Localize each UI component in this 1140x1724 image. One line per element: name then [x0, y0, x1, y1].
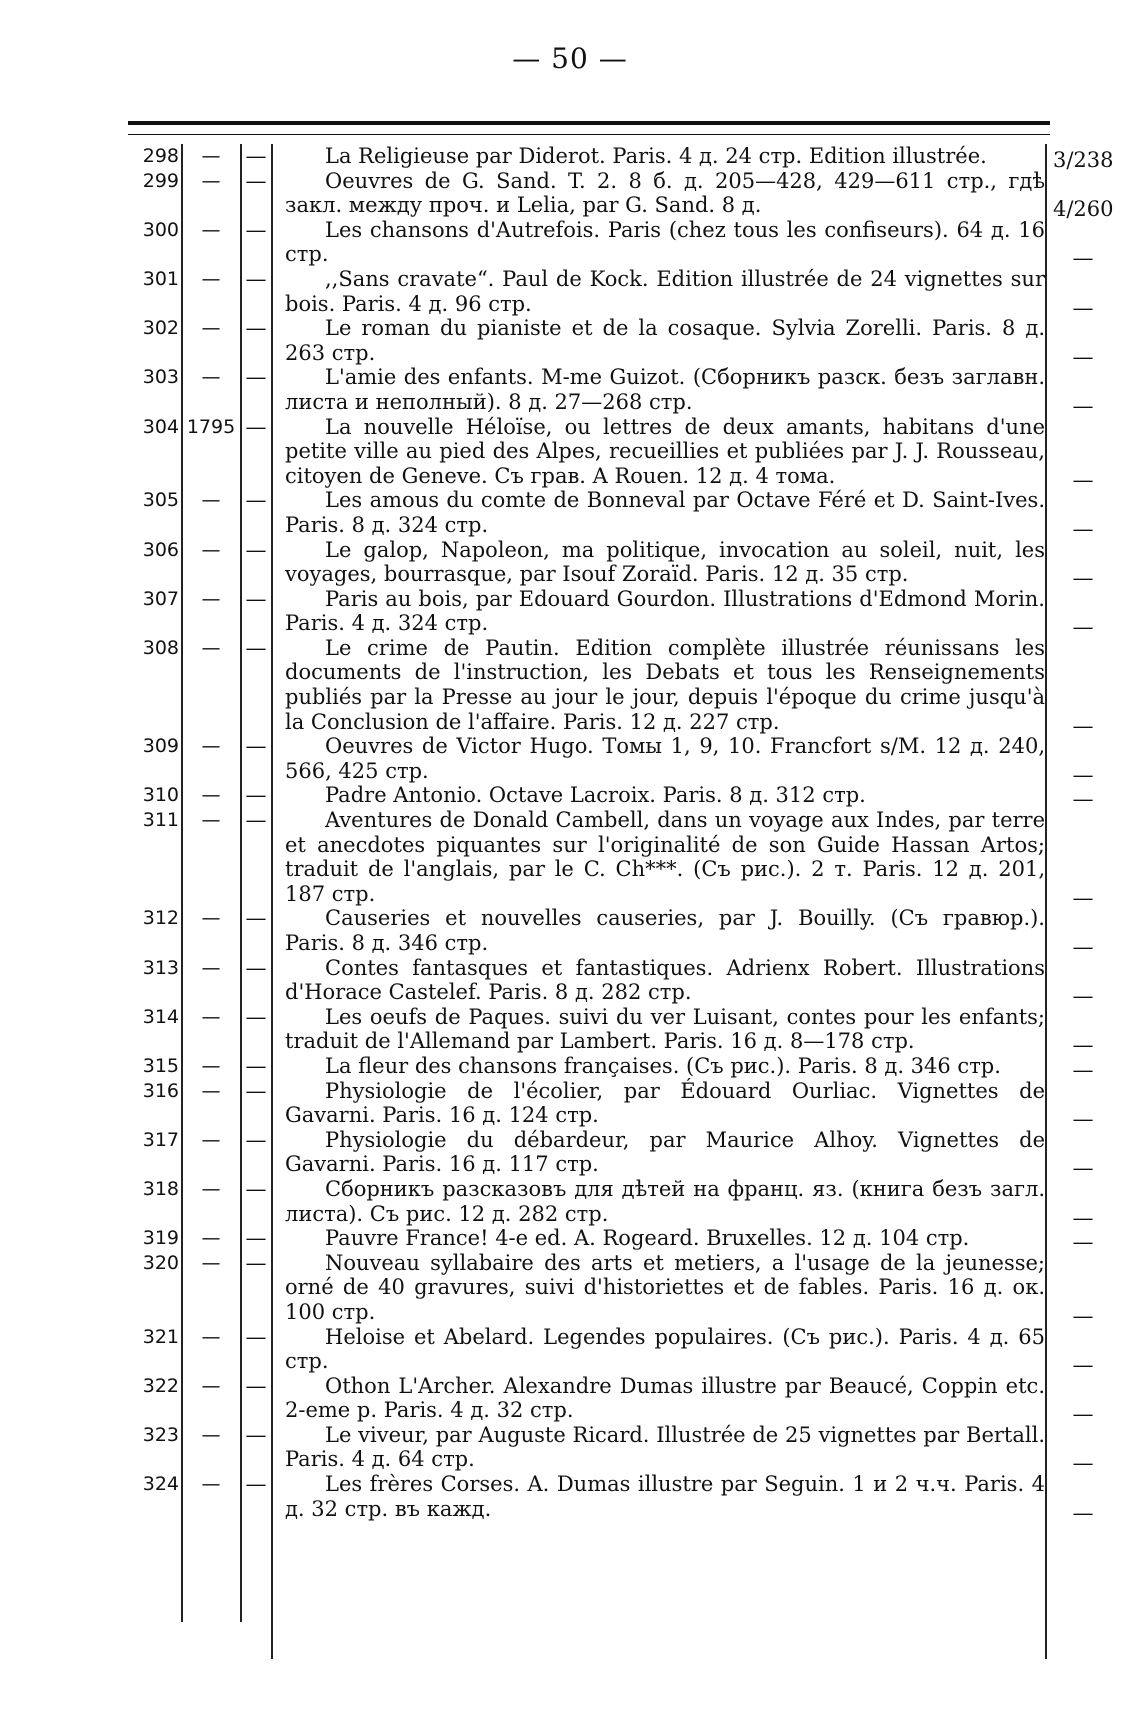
entry-number: 303 — [142, 366, 179, 389]
catalog-entry — [128, 1373, 1118, 1427]
entry-description: Heloise et Abelard. Legendes populaires. (Съ рис.). Paris. 4 д. 65 стр. — [285, 1324, 1045, 1374]
entry-reference: — — [201, 366, 221, 389]
entry-right-value: 3/238 — [1053, 148, 1114, 172]
entry-reference: — — [201, 1177, 221, 1200]
entry-right-value: — — [1072, 467, 1094, 492]
entry-description: Le galop, Napoleon, ma politique, invocation au soleil, nuit, les voyages, bourrasque, par Isouf Zoraïd. Paris. 12 д. 35 стр. — [285, 537, 1045, 587]
catalog-entry — [128, 537, 1118, 591]
entry-mark: — — [245, 1472, 267, 1497]
entry-right-value: — — [1072, 566, 1094, 591]
entry-description: Paris au bois, par Edouard Gourdon. Illustrations d'Edmond Morin. Paris. 4 д. 324 стр. — [285, 586, 1045, 636]
entry-description: La nouvelle Héloïse, ou lettres de deux amants, habitans d'une petite ville au pied des Alpes, recueillies et publiées par J. J. Rousseau, citoyen de Geneve. Съ грав. A Rouen. 12 д. 4 тома. — [285, 414, 1045, 488]
entry-description: Le viveur, par Auguste Ricard. Illustrée de 25 vignettes par Bertall. Paris. 4 д. 64 стр. — [285, 1422, 1045, 1472]
entry-mark: — — [245, 488, 267, 513]
entry-mark: — — [245, 1250, 267, 1275]
entry-reference: — — [201, 809, 221, 832]
entry-description: Les amous du comte de Bonneval par Octave Féré et D. Saint-Ives. Paris. 8 д. 324 стр. — [285, 488, 1045, 537]
entry-reference: — — [201, 784, 221, 807]
entry-number: 302 — [142, 317, 179, 340]
entry-right-value: — — [1072, 1451, 1094, 1476]
entry-number: 317 — [142, 1128, 179, 1151]
entry-reference: — — [201, 267, 221, 290]
entry-description: Pauvre France! 4-e ed. A. Rogeard. Bruxelles. 12 д. 104 стр. — [325, 1226, 970, 1251]
entry-mark: — — [245, 217, 267, 242]
catalog-entry — [128, 808, 1118, 910]
catalog-entry — [128, 1053, 1118, 1082]
catalog-entry — [128, 906, 1118, 959]
entry-reference: — — [201, 735, 221, 758]
entry-reference: — — [201, 907, 221, 930]
entry-reference: — — [201, 218, 221, 241]
entry-description: Othon L'Archer. Alexandre Dumas illustre par Beaucé, Coppin etc. 2-eme p. Paris. 4 д. 32 стр. — [285, 1373, 1045, 1423]
entry-right-value: — — [1072, 1205, 1094, 1230]
entry-right-value: — — [1072, 885, 1094, 910]
entry-right-value: — — [1072, 393, 1094, 418]
entry-mark: — — [245, 1127, 267, 1152]
entry-reference: — — [201, 1423, 221, 1446]
catalog-entry — [128, 1127, 1118, 1181]
entry-reference: — — [201, 317, 221, 340]
entry-number: 309 — [142, 735, 179, 758]
entry-reference: — — [201, 1251, 221, 1274]
entry-right-value: — — [1072, 615, 1094, 640]
entry-description: Oeuvres de G. Sand. T. 2. 8 б. д. 205—428, 429—611 стр., гдѣ закл. между проч. и Lelia, par G. Sand. 8 д. — [285, 168, 1045, 218]
entry-right-value: — — [1072, 762, 1094, 787]
entry-reference: — — [201, 489, 221, 512]
entry-description: Physiologie du débardeur, par Maurice Alhoy. Vignettes de Gavarni. Paris. 16 д. 117 стр. — [285, 1127, 1045, 1177]
entry-number: 320 — [142, 1251, 179, 1274]
entry-number: 311 — [142, 809, 179, 832]
entry-reference: — — [201, 1374, 221, 1397]
entry-reference: — — [201, 956, 221, 979]
entry-mark: — — [245, 537, 267, 562]
entry-mark: — — [245, 1078, 267, 1103]
entry-reference: — — [201, 145, 221, 167]
entry-description: Aventures de Donald Cambell, dans un voyage aux Indes, par terre et anecdotes piquantes sur l'originalité de son Guide Hassan Artos; traduit de l'anglais, par le C. Ch***. (Съ рис.). 2 т. Paris. 12 д. 201, 187 стр. — [285, 808, 1045, 906]
entry-right-value: — — [1072, 344, 1094, 369]
entry-number: 310 — [142, 784, 179, 807]
entry-number: 304 — [142, 415, 179, 438]
catalog-entry — [128, 316, 1118, 369]
header-rule-thick — [128, 121, 1050, 125]
entry-number: 323 — [142, 1423, 179, 1446]
catalog-entry — [128, 955, 1118, 1009]
entry-number: 321 — [142, 1325, 179, 1348]
entry-number: 299 — [142, 169, 179, 192]
catalog-entry — [128, 635, 1118, 738]
entry-number: 324 — [142, 1473, 179, 1496]
entry-number: 322 — [142, 1374, 179, 1397]
entry-reference: 1795 — [186, 415, 236, 438]
entry-description: Padre Antonio. Octave Lacroix. Paris. 8 д. 312 стр. — [325, 783, 866, 808]
entry-description: Сборникъ разсказовъ для дѣтей на франц. яз. (книга безъ загл. листа). Съ рис. 12 д. 282 стр. — [285, 1176, 1045, 1226]
entry-number: 312 — [142, 907, 179, 930]
entry-mark: — — [245, 955, 267, 980]
entry-reference: — — [201, 1473, 221, 1496]
entry-reference: — — [201, 1054, 221, 1077]
entry-reference: — — [201, 538, 221, 561]
entry-mark: — — [245, 586, 267, 611]
entry-description: Le crime de Pautin. Edition complète illustrée réunissans les documents de l'instruction, les Debats et tous les Renseignements publiés par la Presse au jour le jour, depuis l'époque du crime jusqu'à la Conclusion de l'affaire. Paris. 12 д. 227 стр. — [285, 635, 1045, 734]
entry-mark: — — [245, 1004, 267, 1029]
entry-mark: — — [245, 1422, 267, 1447]
entry-reference: — — [201, 1227, 221, 1250]
entry-number: 306 — [142, 538, 179, 561]
catalog-entry — [128, 1250, 1118, 1328]
entry-description: Les chansons d'Autrefois. Paris (chez tous les confiseurs). 64 д. 16 стр. — [285, 217, 1045, 267]
entry-mark: — — [245, 144, 267, 168]
entry-description: Contes fantasques et fantastiques. Adrienx Robert. Illustrations d'Horace Castelef. Paris. 8 д. 282 стр. — [285, 955, 1045, 1005]
entry-mark: — — [245, 414, 267, 439]
header-rule-thin — [128, 134, 1050, 135]
catalog-entry — [128, 586, 1118, 640]
entry-description: Les oeufs de Paques. suivi du ver Luisant, contes pour les enfants; traduit de l'Allemand par Lambert. Paris. 16 д. 8—178 стр. — [285, 1004, 1045, 1054]
entry-right-value: — — [1072, 516, 1094, 541]
entry-number: 298 — [142, 145, 179, 167]
entry-right-value: — — [1072, 1156, 1094, 1181]
entry-description: La Religieuse par Diderot. Paris. 4 д. 24 стр. Edition illustrée. — [325, 144, 987, 168]
entry-mark: — — [245, 365, 267, 390]
entry-right-value: — — [1072, 935, 1094, 959]
entry-description: Nouveau syllabaire des arts et metiers, a l'usage de la jeunesse; orné de 40 gravures, suivi d'historiettes et de fables. Paris. 16 д. ок. 100 стр. — [285, 1250, 1045, 1324]
entry-right-value: — — [1072, 984, 1094, 1009]
entry-right-value: — — [1072, 713, 1094, 738]
entry-number: 316 — [142, 1079, 179, 1102]
entry-right-value: — — [1072, 1107, 1094, 1132]
entry-right-value: — — [1072, 1230, 1094, 1255]
catalog-table — [128, 144, 1118, 1704]
entry-number: 300 — [142, 218, 179, 241]
entry-reference: — — [201, 169, 221, 192]
entry-right-value: 4/260 — [1053, 197, 1114, 222]
entry-number: 313 — [142, 956, 179, 979]
entry-right-value: — — [1072, 295, 1094, 320]
catalog-entry — [128, 734, 1118, 787]
catalog-entry — [128, 168, 1118, 222]
entry-mark: — — [245, 1176, 267, 1201]
entry-reference: — — [201, 1325, 221, 1348]
entry-mark: — — [245, 906, 267, 931]
entry-mark: — — [245, 168, 267, 193]
entry-number: 301 — [142, 267, 179, 290]
entry-mark: — — [245, 266, 267, 291]
entry-mark: — — [245, 1324, 267, 1349]
entry-mark: — — [245, 635, 267, 660]
entry-description: Physiologie de l'écolier, par Édouard Ourliac. Vignettes de Gavarni. Paris. 16 д. 124 стр. — [285, 1078, 1045, 1128]
catalog-entry — [128, 783, 1118, 812]
catalog-entry — [128, 1176, 1118, 1230]
catalog-entry — [128, 1078, 1118, 1132]
entry-mark: — — [245, 808, 267, 833]
entry-mark: — — [245, 734, 267, 759]
catalog-entry — [128, 217, 1118, 271]
page-number: — 50 — — [512, 42, 628, 75]
catalog-entry — [128, 488, 1118, 541]
entry-description: Le roman du pianiste et de la cosaque. Sylvia Zorelli. Paris. 8 д. 263 стр. — [285, 316, 1045, 365]
entry-right-value: — — [1072, 246, 1094, 271]
entry-right-value: — — [1072, 1033, 1094, 1058]
entry-description: Causeries et nouvelles causeries, par J. Bouilly. (Съ гравюр.). Paris. 8 д. 346 стр. — [285, 906, 1045, 955]
catalog-entry — [128, 1422, 1118, 1476]
entry-mark: — — [245, 1226, 267, 1251]
catalog-entries — [128, 144, 1118, 1525]
entry-number: 318 — [142, 1177, 179, 1200]
entry-mark: — — [245, 316, 267, 341]
entry-reference: — — [201, 1005, 221, 1028]
entry-description: ,,Sans cravate“. Paul de Kock. Edition illustrée de 24 vignettes sur bois. Paris. 4 д. 96 стр. — [285, 266, 1045, 316]
entry-reference: — — [201, 1128, 221, 1151]
entry-number: 305 — [142, 489, 179, 512]
catalog-entry — [128, 1226, 1118, 1255]
entry-right-value: — — [1072, 1353, 1094, 1378]
entry-reference: — — [201, 587, 221, 610]
entry-mark: — — [245, 1053, 267, 1078]
catalog-entry — [128, 365, 1118, 418]
entry-reference: — — [201, 1079, 221, 1102]
entry-number: 308 — [142, 636, 179, 659]
entry-number: 314 — [142, 1005, 179, 1028]
entry-description: L'amie des enfants. M-me Guizot. (Сборникъ разск. безъ заглавн. листа и неполный). 8 д. 27—268 стр. — [285, 365, 1045, 414]
catalog-entry — [128, 266, 1118, 320]
entry-description: La fleur des chansons françaises. (Съ рис.). Paris. 8 д. 346 стр. — [325, 1053, 1001, 1078]
entry-right-value: — — [1072, 1057, 1094, 1082]
entry-description: Les frères Corses. A. Dumas illustre par Seguin. 1 и 2 ч.ч. Paris. 4 д. 32 стр. въ кажд. — [285, 1472, 1045, 1521]
entry-mark: — — [245, 783, 267, 808]
entry-number: 315 — [142, 1054, 179, 1077]
entry-right-value: — — [1072, 1500, 1094, 1525]
catalog-entry — [128, 1324, 1118, 1378]
entry-reference: — — [201, 636, 221, 659]
entry-right-value: — — [1072, 1402, 1094, 1427]
entry-right-value: — — [1072, 787, 1094, 812]
entry-number: 307 — [142, 587, 179, 610]
catalog-entry — [128, 1004, 1118, 1058]
entry-description: Oeuvres de Victor Hugo. Томы 1, 9, 10. Francfort s/M. 12 д. 240, 566, 425 стр. — [285, 734, 1045, 783]
catalog-entry — [128, 144, 1118, 172]
catalog-entry — [128, 414, 1118, 492]
catalog-entry — [128, 1472, 1118, 1525]
entry-number: 319 — [142, 1227, 179, 1250]
entry-right-value: — — [1072, 1303, 1094, 1328]
entry-mark: — — [245, 1373, 267, 1398]
